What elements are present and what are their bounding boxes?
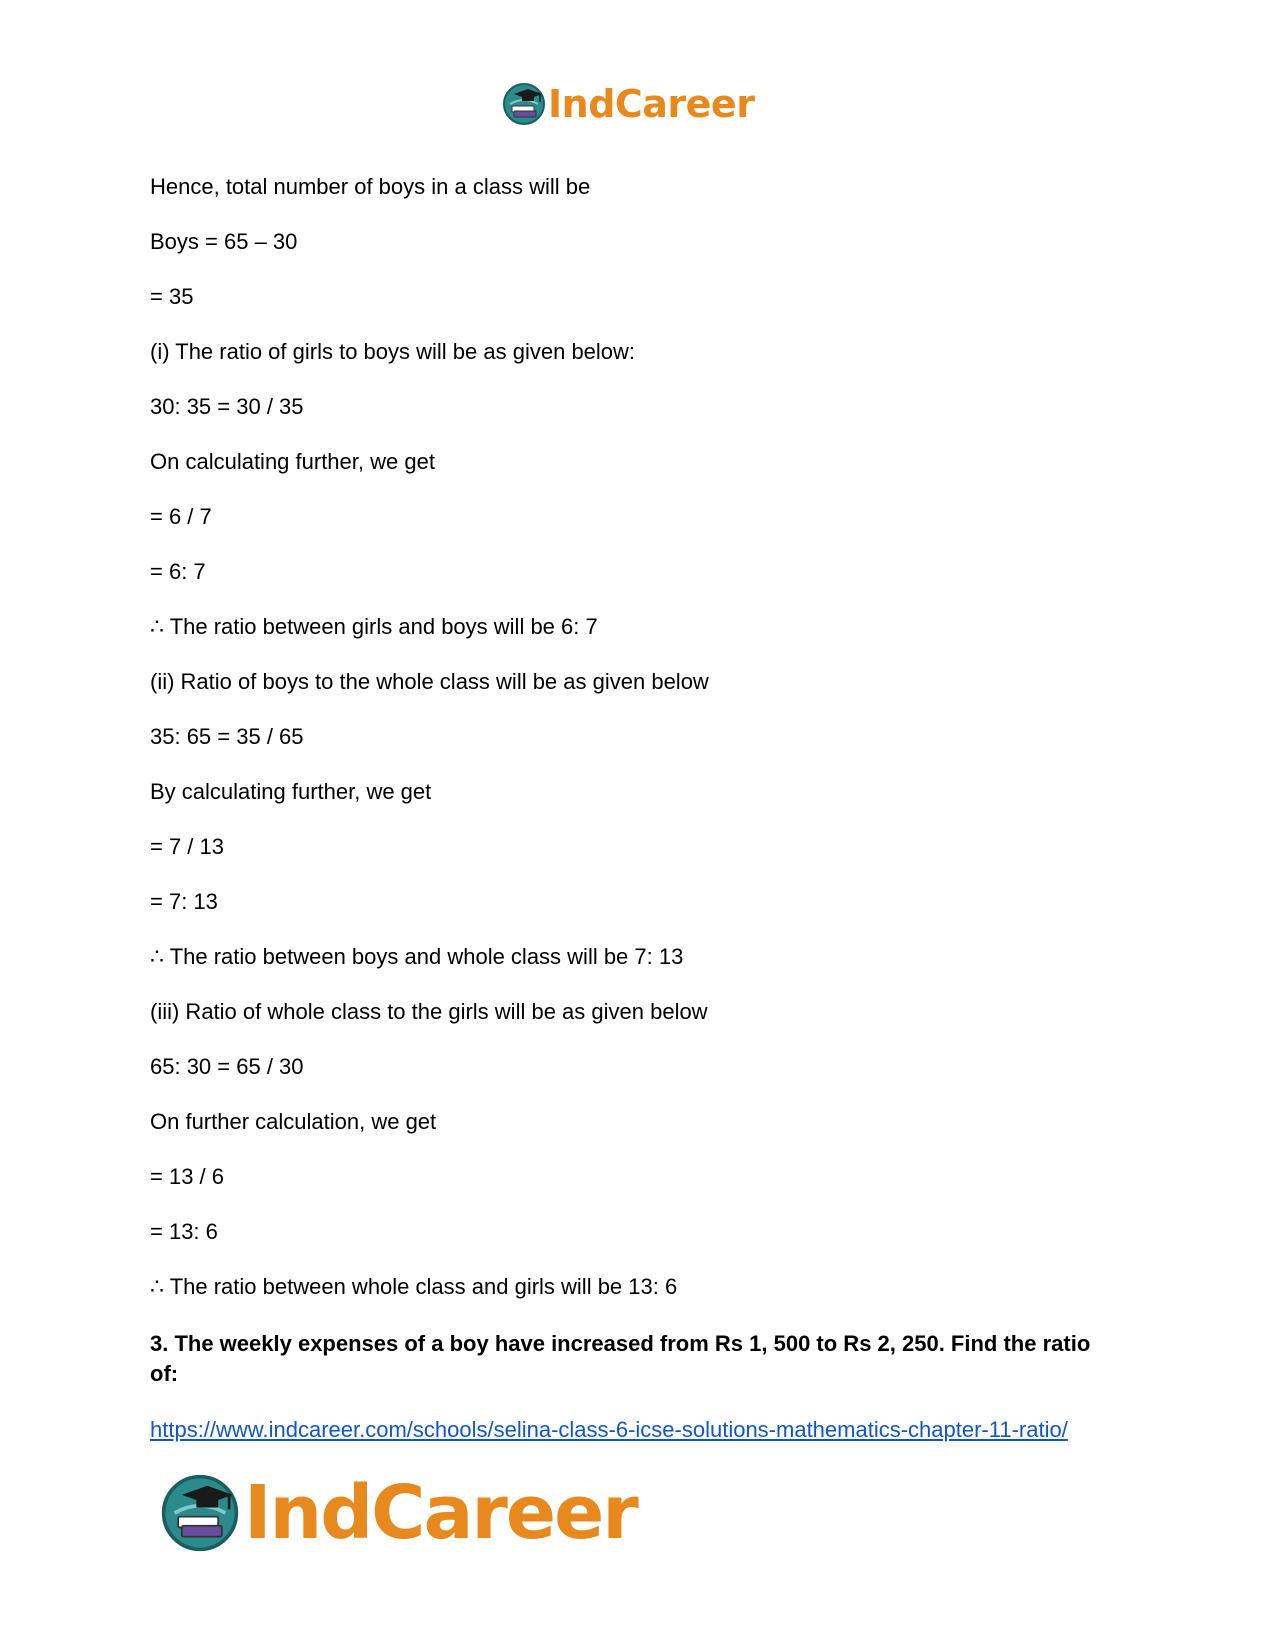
text-line: = 7 / 13 bbox=[150, 834, 225, 859]
text-line: (ii) Ratio of boys to the whole class will be as given below bbox=[150, 669, 709, 694]
header-logo bbox=[502, 78, 754, 130]
text-line: ∴ The ratio between boys and whole class will be 7: 13 bbox=[150, 944, 684, 969]
graduation-book-globe-icon bbox=[160, 1473, 240, 1553]
text-line: On further calculation, we get bbox=[150, 1109, 437, 1134]
question-heading: 3. The weekly expenses of a boy have increased from Rs 1, 500 to Rs 2, 250. Find the ratio of: bbox=[150, 1331, 1091, 1386]
text-line: 30: 35 = 30 / 35 bbox=[150, 394, 304, 419]
text-line: = 13: 6 bbox=[150, 1219, 218, 1244]
text-line: = 6: 7 bbox=[150, 559, 206, 584]
text-line: By calculating further, we get bbox=[150, 779, 432, 804]
source-link[interactable]: https://www.indcareer.com/schools/selina-class-6-icse-solutions-mathematics-chapter-11-ratio/ bbox=[150, 1417, 1068, 1442]
text-line: (i) The ratio of girls to boys will be as given below: bbox=[150, 339, 636, 364]
text-line: = 13 / 6 bbox=[150, 1164, 225, 1189]
text-line: = 7: 13 bbox=[150, 889, 218, 914]
document-body bbox=[150, 174, 1120, 1443]
text-line: 35: 65 = 35 / 65 bbox=[150, 724, 304, 749]
footer-brand-name: IndCareer bbox=[244, 1470, 637, 1556]
text-line: On calculating further, we get bbox=[150, 449, 435, 474]
text-line: Boys = 65 – 30 bbox=[150, 229, 298, 254]
text-line: = 35 bbox=[150, 284, 194, 309]
text-line: ∴ The ratio between girls and boys will be 6: 7 bbox=[150, 614, 598, 639]
header-brand-name: IndCareer bbox=[548, 82, 755, 126]
footer-logo bbox=[160, 1468, 637, 1558]
text-line: Hence, total number of boys in a class will be bbox=[150, 174, 591, 199]
text-line: (iii) Ratio of whole class to the girls will be as given below bbox=[150, 999, 708, 1024]
text-line: ∴ The ratio between whole class and girls will be 13: 6 bbox=[150, 1274, 678, 1299]
graduation-book-globe-icon bbox=[502, 82, 546, 126]
text-line: = 6 / 7 bbox=[150, 504, 212, 529]
text-line: 65: 30 = 65 / 30 bbox=[150, 1054, 304, 1079]
